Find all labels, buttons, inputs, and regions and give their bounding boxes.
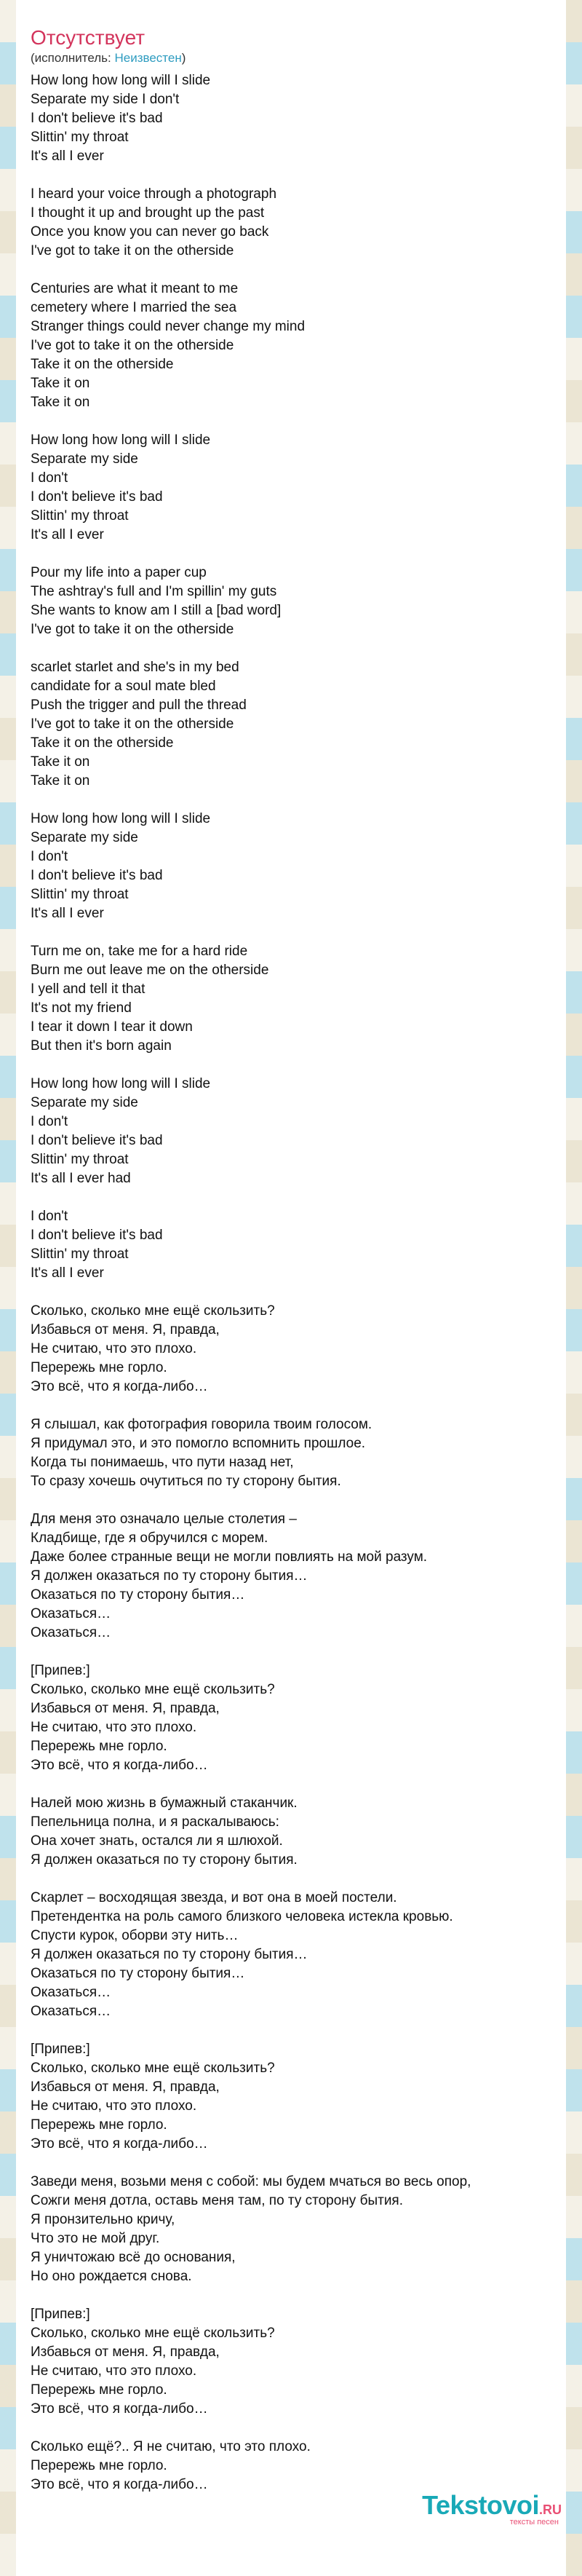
border-stripe bbox=[0, 1520, 16, 1562]
artist-link[interactable]: Неизвестен bbox=[114, 51, 182, 65]
border-stripe bbox=[566, 1943, 582, 1985]
border-stripe bbox=[566, 802, 582, 845]
border-stripe bbox=[566, 2238, 582, 2280]
left-decorative-border bbox=[0, 0, 16, 2537]
border-stripe bbox=[566, 1689, 582, 1731]
byline bbox=[31, 51, 186, 66]
lyrics-page bbox=[16, 0, 566, 2537]
border-stripe bbox=[0, 1056, 16, 1098]
border-stripe bbox=[0, 211, 16, 253]
border-stripe bbox=[0, 1182, 16, 1225]
border-stripe bbox=[566, 2492, 582, 2534]
border-stripe bbox=[0, 845, 16, 887]
border-stripe bbox=[0, 2449, 16, 2492]
border-stripe bbox=[566, 42, 582, 84]
border-stripe bbox=[0, 1014, 16, 1056]
border-stripe bbox=[0, 1900, 16, 1943]
border-stripe bbox=[566, 1351, 582, 1394]
border-stripe bbox=[0, 2534, 16, 2576]
border-stripe bbox=[566, 169, 582, 211]
border-stripe bbox=[0, 676, 16, 718]
border-stripe bbox=[566, 1056, 582, 1098]
site-logo[interactable] bbox=[422, 2490, 562, 2526]
border-stripe bbox=[0, 591, 16, 633]
border-stripe bbox=[0, 1689, 16, 1731]
border-stripe bbox=[0, 1436, 16, 1478]
border-stripe bbox=[0, 2196, 16, 2238]
border-stripe bbox=[0, 2154, 16, 2196]
border-stripe bbox=[566, 760, 582, 802]
border-stripe bbox=[566, 2365, 582, 2407]
border-stripe bbox=[566, 1562, 582, 1605]
border-stripe bbox=[566, 929, 582, 971]
border-stripe bbox=[0, 2365, 16, 2407]
border-stripe bbox=[0, 1394, 16, 1436]
border-stripe bbox=[0, 507, 16, 549]
border-stripe bbox=[566, 1140, 582, 1182]
border-stripe bbox=[566, 1520, 582, 1562]
border-stripe bbox=[0, 253, 16, 296]
border-stripe bbox=[0, 1478, 16, 1520]
border-stripe bbox=[566, 1647, 582, 1689]
byline-prefix: (исполнитель: bbox=[31, 51, 115, 65]
border-stripe bbox=[566, 1309, 582, 1351]
border-stripe bbox=[0, 1731, 16, 1774]
border-stripe bbox=[566, 2407, 582, 2449]
border-stripe bbox=[0, 1943, 16, 1985]
border-stripe bbox=[566, 2069, 582, 2111]
border-stripe bbox=[0, 465, 16, 507]
border-stripe bbox=[566, 211, 582, 253]
border-stripe bbox=[566, 2196, 582, 2238]
border-stripe bbox=[0, 2027, 16, 2069]
border-stripe bbox=[0, 1562, 16, 1605]
border-stripe bbox=[566, 2280, 582, 2323]
border-stripe bbox=[566, 1182, 582, 1225]
border-stripe bbox=[566, 1098, 582, 1140]
border-stripe bbox=[0, 1098, 16, 1140]
border-stripe bbox=[566, 1225, 582, 1267]
border-stripe bbox=[566, 1985, 582, 2027]
border-stripe bbox=[0, 802, 16, 845]
border-stripe bbox=[566, 1858, 582, 1900]
border-stripe bbox=[0, 1225, 16, 1267]
border-stripe bbox=[0, 2407, 16, 2449]
border-stripe bbox=[566, 253, 582, 296]
border-stripe bbox=[566, 2534, 582, 2576]
border-stripe bbox=[0, 127, 16, 169]
border-stripe bbox=[566, 1816, 582, 1858]
logo-tagline: тексты песен bbox=[509, 2518, 559, 2526]
border-stripe bbox=[0, 2492, 16, 2534]
border-stripe bbox=[566, 845, 582, 887]
border-stripe bbox=[0, 1140, 16, 1182]
border-stripe bbox=[0, 0, 16, 42]
border-stripe bbox=[566, 84, 582, 127]
border-stripe bbox=[0, 2323, 16, 2365]
border-stripe bbox=[0, 169, 16, 211]
border-stripe bbox=[566, 1267, 582, 1309]
border-stripe bbox=[0, 929, 16, 971]
border-stripe bbox=[0, 1605, 16, 1647]
border-stripe bbox=[0, 1647, 16, 1689]
border-stripe bbox=[566, 1774, 582, 1816]
border-stripe bbox=[0, 887, 16, 929]
border-stripe bbox=[0, 84, 16, 127]
border-stripe bbox=[0, 296, 16, 338]
border-stripe bbox=[0, 718, 16, 760]
border-stripe bbox=[566, 887, 582, 929]
border-stripe bbox=[566, 1014, 582, 1056]
border-stripe bbox=[0, 633, 16, 676]
border-stripe bbox=[566, 591, 582, 633]
border-stripe bbox=[0, 760, 16, 802]
border-stripe bbox=[0, 2111, 16, 2154]
border-stripe bbox=[566, 971, 582, 1014]
border-stripe bbox=[0, 1985, 16, 2027]
border-stripe bbox=[566, 676, 582, 718]
border-stripe bbox=[566, 549, 582, 591]
border-stripe bbox=[566, 1478, 582, 1520]
border-stripe bbox=[566, 507, 582, 549]
border-stripe bbox=[566, 633, 582, 676]
border-stripe bbox=[566, 422, 582, 465]
border-stripe bbox=[566, 718, 582, 760]
border-stripe bbox=[566, 2154, 582, 2196]
byline-suffix: ) bbox=[181, 51, 186, 65]
border-stripe bbox=[0, 1267, 16, 1309]
border-stripe bbox=[566, 1731, 582, 1774]
border-stripe bbox=[0, 1309, 16, 1351]
right-decorative-border bbox=[566, 0, 582, 2537]
border-stripe bbox=[0, 2238, 16, 2280]
border-stripe bbox=[0, 1351, 16, 1394]
border-stripe bbox=[0, 1816, 16, 1858]
border-stripe bbox=[566, 127, 582, 169]
border-stripe bbox=[566, 1436, 582, 1478]
border-stripe bbox=[0, 549, 16, 591]
border-stripe bbox=[0, 422, 16, 465]
border-stripe bbox=[0, 1858, 16, 1900]
border-stripe bbox=[0, 380, 16, 422]
border-stripe bbox=[566, 1394, 582, 1436]
page-title: Отсутствует bbox=[31, 26, 146, 49]
logo-tld: .RU bbox=[539, 2502, 562, 2517]
border-stripe bbox=[566, 338, 582, 380]
logo-name: Tekstovoi bbox=[422, 2490, 539, 2520]
border-stripe bbox=[566, 2027, 582, 2069]
border-stripe bbox=[0, 2280, 16, 2323]
border-stripe bbox=[566, 465, 582, 507]
border-stripe bbox=[0, 42, 16, 84]
border-stripe bbox=[0, 971, 16, 1014]
border-stripe bbox=[566, 2111, 582, 2154]
border-stripe bbox=[566, 0, 582, 42]
border-stripe bbox=[0, 1774, 16, 1816]
border-stripe bbox=[566, 380, 582, 422]
border-stripe bbox=[566, 296, 582, 338]
border-stripe bbox=[566, 1900, 582, 1943]
border-stripe bbox=[566, 2323, 582, 2365]
border-stripe bbox=[0, 338, 16, 380]
border-stripe bbox=[0, 2069, 16, 2111]
border-stripe bbox=[566, 2449, 582, 2492]
border-stripe bbox=[566, 1605, 582, 1647]
lyrics-text: How long how long will I slide Separate my side I don't I don't believe it's bad Slittin' my throat It's all I ever I heard your voice through a photograph I thought it up and brought up the past Once you know you can never go back I've got to take it on the otherside Centuries are what it meant to me cemetery where I married the sea Stranger things could never change my mind I've got to take it on the otherside Take it on the otherside Take it on Take it on How long how long will I slide Separate my side I don't I don't believe it's bad Slittin' my throat It's all I ever Pour my life into a paper cup The ashtray's full and I'm spillin' my guts She wants to know am I still a [bad word] I've got to take it on the otherside scarlet starlet and she's in my bed candidate for a soul mate bled Push the trigger and pull the thread I've got to take it on the otherside Take it on the otherside Take it on Take it on How long how long will I slide Separate my side I don't I don't believe it's bad Slittin' my throat It's all I ever Turn me on, take me for a hard ride Burn me out leave me on the otherside I yell and tell it that It's not my friend I tear it down I tear it down But then it's born again How long how long will I slide Separate my side I don't I don't believe it's bad Slittin' my throat It's all I ever had I don't I don't believe it's bad Slittin' my throat It's all I ever Сколько, сколько мне ещё скользить? Избавься от меня. Я, правда, Не считаю, что это плохо. Перережь мне горло. Это всё, что я когда-либо… Я слышал, как фотография говорила твоим голосом. Я придумал это, и это помогло вспомнить прошлое. Когда ты понимаешь, что пути назад нет, То сразу хочешь очутиться по ту сторону бытия. Для меня это означало целые столетия – Кладбище, где я обручился с морем. Даже более странные вещи не могли повлиять на мой разум. Я должен оказаться по ту сторону бытия… Оказаться по ту сторону бытия… Оказаться… Оказаться… [Припев:] Сколько, сколько мне ещё скользить? Избавься от меня. Я, правда, Не считаю, что это плохо. Перережь мне горло. Это всё, что я когда-либо… Налей мою жизнь в бумажный стаканчик. Пепельница полна, и я раскалываюсь: Она хочет знать, остался ли я шлюхой. Я должен оказаться по ту сторону бытия. Скарлет – восходящая звезда, и вот она в моей постели. Претендентка на роль самого близкого человека истекла кровью. Спусти курок, оборви эту нить… Я должен оказаться по ту сторону бытия… Оказаться по ту сторону бытия… Оказаться… Оказаться… [Припев:] Сколько, сколько мне ещё скользить? Избавься от меня. Я, правда, Не считаю, что это плохо. Перережь мне горло. Это всё, что я когда-либо… Заведи меня, возьми меня с собой: мы будем мчаться во весь опор, Сожги меня дотла, оставь меня там, по ту сторону бытия. Я пронзительно кричу, Что это не мой друг. Я уничтожаю всё до основания, Но оно рождается снова. [Припев:] Сколько, сколько мне ещё скользить? Избавься от меня. Я, правда, Не считаю, что это плохо. Перережь мне горло. Это всё, что я когда-либо… Сколько ещё?.. Я не считаю, что это плохо. Перережь мне горло. Это всё, что я когда-либо… bbox=[31, 73, 471, 2492]
